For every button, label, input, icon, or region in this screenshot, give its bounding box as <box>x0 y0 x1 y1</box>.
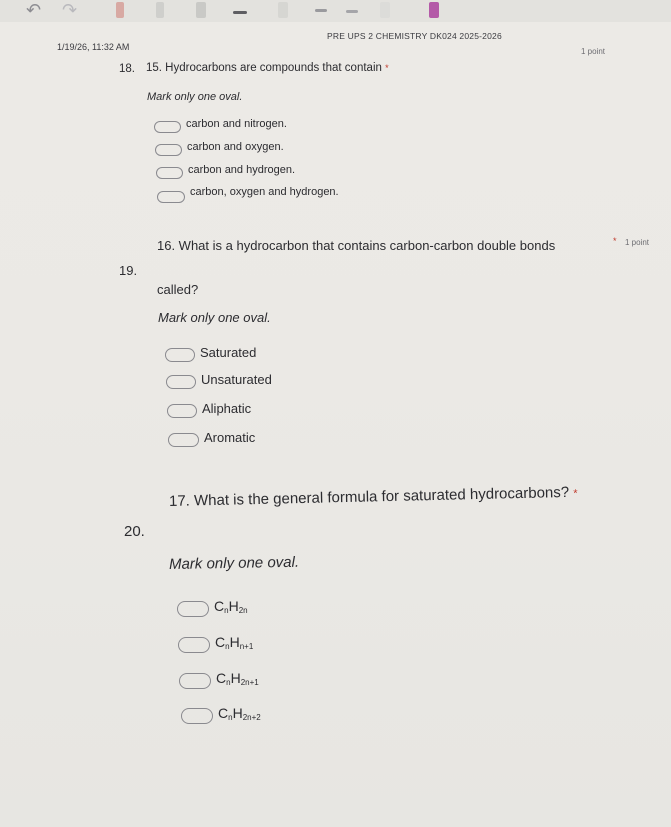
option-oval[interactable] <box>168 433 199 447</box>
question-number: 18. <box>119 63 135 75</box>
question-text <box>169 484 578 510</box>
question-number: 20. <box>124 523 145 540</box>
option-label: carbon, oxygen and hydrogen. <box>190 186 339 198</box>
required-mark: * <box>613 236 617 246</box>
question-points: 1 point <box>625 238 650 247</box>
formula-option: $C_nH_{2n}$ <box>214 598 248 615</box>
pen-gray-icon[interactable] <box>156 2 164 18</box>
option-label: Unsaturated <box>201 372 272 387</box>
option-label: carbon and oxygen. <box>187 141 284 153</box>
form-title: PRE UPS 2 CHEMISTRY DK024 2025-2026 <box>327 31 502 41</box>
option-label: Aromatic <box>204 430 256 445</box>
option-oval[interactable] <box>157 191 185 203</box>
eraser-icon[interactable] <box>233 11 247 14</box>
color-picker-icon[interactable] <box>429 2 439 18</box>
option-oval[interactable] <box>154 121 181 133</box>
more-icon[interactable] <box>346 10 358 13</box>
print-timestamp: 1/19/26, 11:32 AM <box>57 42 130 52</box>
option-label: Saturated <box>200 345 257 360</box>
marker-icon[interactable] <box>196 2 206 18</box>
option-oval[interactable] <box>177 601 209 617</box>
option-oval[interactable] <box>155 144 182 156</box>
mark-instruction: Mark only one oval. <box>147 91 243 103</box>
required-mark: * <box>385 63 389 73</box>
option-oval[interactable] <box>167 404 197 418</box>
ruler-icon[interactable] <box>278 2 288 18</box>
question-number: 19. <box>119 263 138 278</box>
option-label: Aliphatic <box>202 401 252 416</box>
option-oval[interactable] <box>179 673 211 689</box>
option-oval[interactable] <box>165 348 195 362</box>
option-label: carbon and hydrogen. <box>188 164 296 176</box>
question-text <box>146 62 389 74</box>
editor-toolbar <box>0 0 671 22</box>
option-oval[interactable] <box>166 375 196 389</box>
formula-option: $C_nH_{2n+2}$ <box>218 705 261 722</box>
required-mark: * <box>573 487 578 500</box>
mark-instruction: Mark only one oval. <box>158 310 271 325</box>
lasso-icon[interactable] <box>315 9 327 12</box>
pen-red-icon[interactable] <box>116 2 124 18</box>
question-text-continued: called? <box>157 282 199 297</box>
formula-option: $C_nH_{2n+1}$ <box>216 670 259 687</box>
undo-icon[interactable]: ↶ <box>26 0 42 20</box>
option-oval[interactable] <box>156 167 183 179</box>
question-text: 16. What is a hydrocarbon that contains carbon-carbon double bonds <box>157 238 556 253</box>
question-text-body: 17. What is the general formula for saturated hydrocarbons? <box>168 483 570 510</box>
redo-icon[interactable]: ↷ <box>62 0 78 20</box>
option-oval[interactable] <box>178 637 210 653</box>
text-tool-icon[interactable] <box>380 2 390 18</box>
question-points: 1 point <box>581 47 606 56</box>
formula-option: $C_nH_{n+1}$ <box>215 634 254 651</box>
question-text-body: 15. Hydrocarbons are compounds that contain <box>146 62 382 74</box>
option-oval[interactable] <box>181 708 213 724</box>
mark-instruction: Mark only one oval. <box>168 553 300 573</box>
option-label: carbon and nitrogen. <box>186 118 287 130</box>
